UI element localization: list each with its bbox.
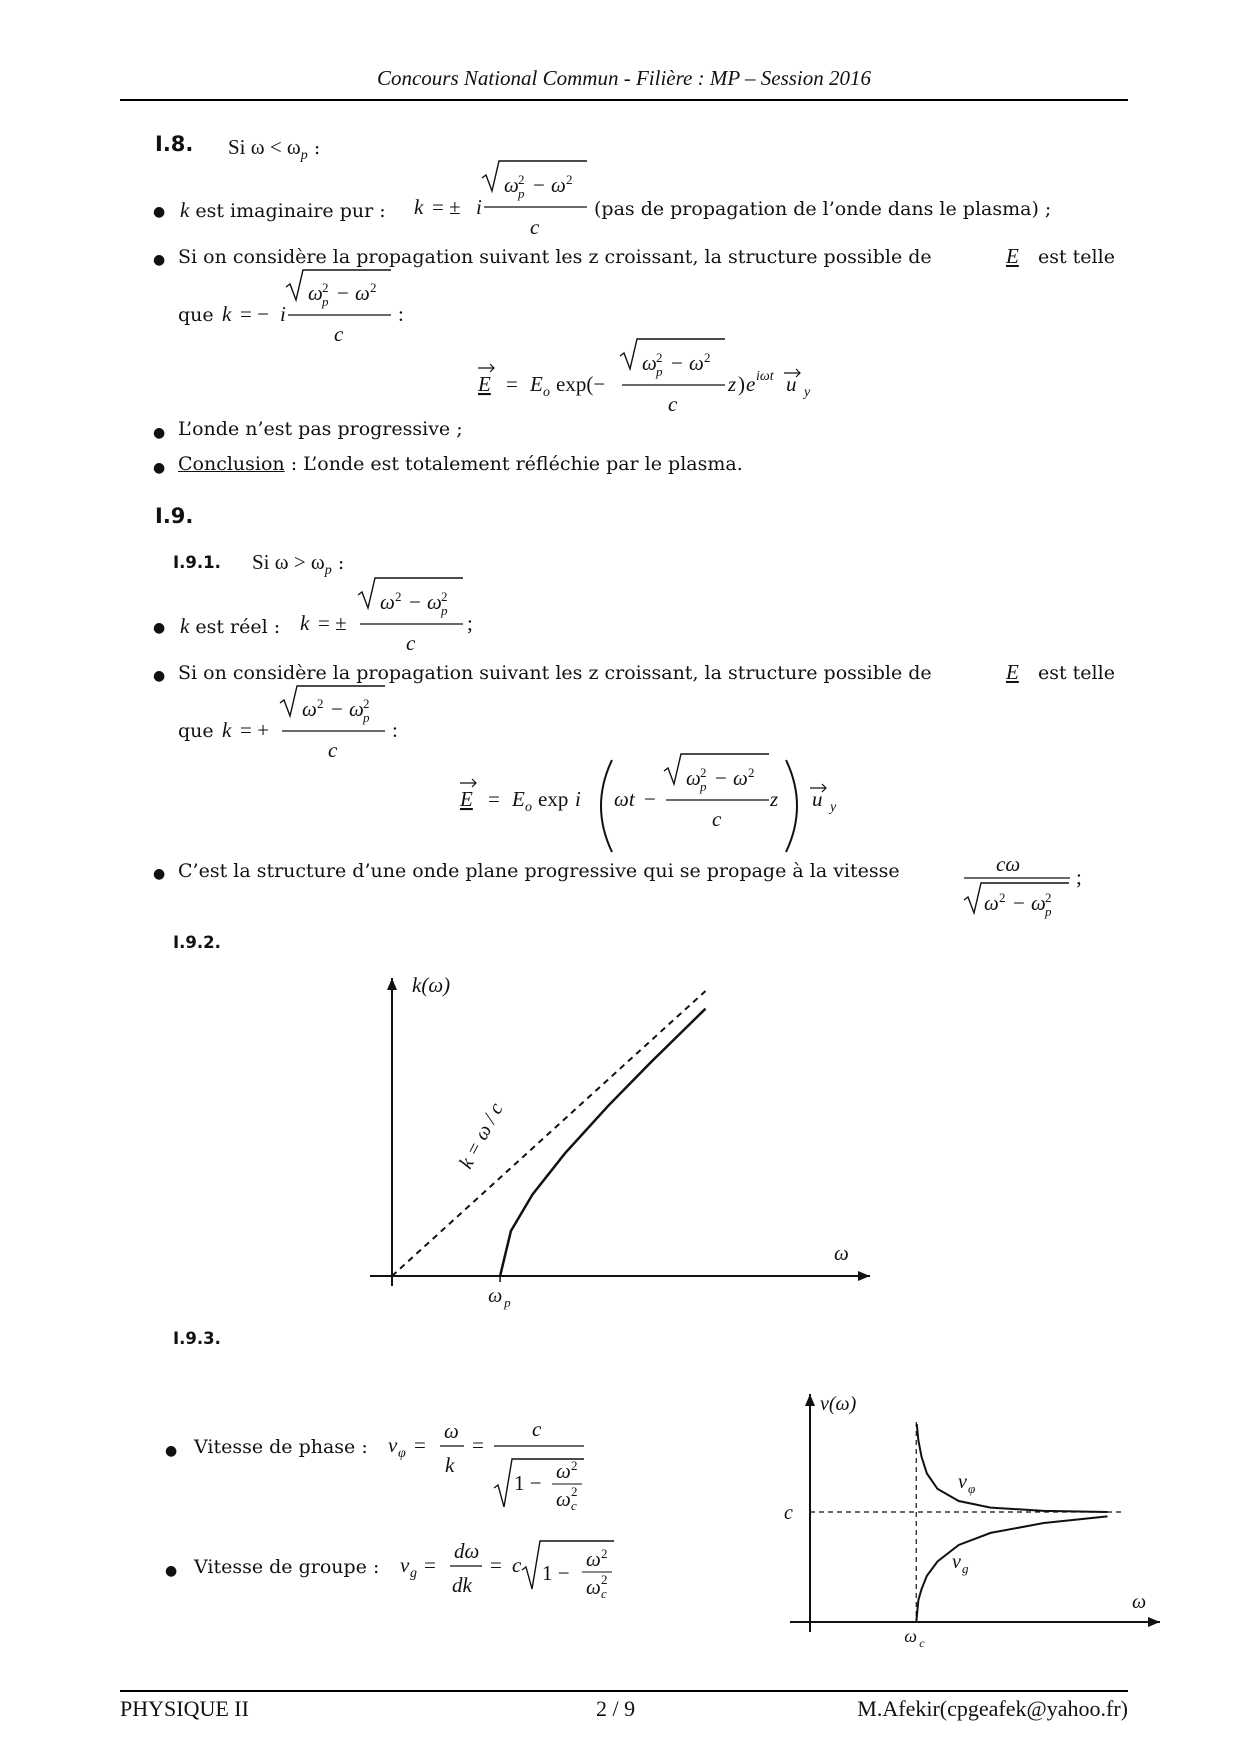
i91-bullet1: k est réel : <box>180 614 281 638</box>
svg-text:2: 2 <box>601 1572 608 1587</box>
i8-bullet2-line1: Si on considère la propagation suivant les z croissant, la structure possible de <box>178 246 932 268</box>
series-group-velocity <box>916 1516 1107 1622</box>
i8-bullet2-end: est telle <box>1038 246 1115 268</box>
svg-text:p: p <box>441 603 448 618</box>
bullet: ● <box>165 1563 178 1579</box>
svg-text:v: v <box>388 1433 398 1457</box>
svg-text:ω: ω <box>380 590 395 614</box>
svg-text:k: k <box>222 302 232 326</box>
svg-text:2: 2 <box>317 696 324 711</box>
i8-bullet3: L’onde n’est pas progressive ; <box>178 418 463 440</box>
label-v-phi: v <box>958 1471 967 1493</box>
svg-text:y: y <box>830 800 837 815</box>
svg-text:o: o <box>543 385 550 400</box>
svg-text:ω: ω <box>686 766 701 790</box>
svg-text:c: c <box>571 1498 577 1513</box>
svg-text:ω: ω <box>427 590 442 614</box>
svg-text:ω: ω <box>308 281 323 305</box>
svg-text:−: − <box>337 281 349 305</box>
group-velocity-label: Vitesse de groupe : <box>194 1556 380 1578</box>
svg-text:1 −: 1 − <box>542 1561 570 1585</box>
formula-k-real <box>300 578 473 655</box>
svg-text:ω: ω <box>349 697 364 721</box>
bullet: ● <box>153 866 166 882</box>
svg-text:u: u <box>786 372 797 396</box>
footer-page-number: 2 / 9 <box>596 1696 636 1721</box>
svg-text:k: k <box>300 611 310 635</box>
svg-text:ω: ω <box>689 351 704 375</box>
subsection-i93: I.9.3. <box>173 1329 221 1348</box>
svg-text:cω: cω <box>996 852 1021 876</box>
i8-bullet4: Conclusion : L’onde est totalement réfléchie par le plasma. <box>178 453 743 475</box>
y-axis-label: k(ω) <box>412 973 451 997</box>
label-v-phi-sub: φ <box>968 1481 976 1496</box>
svg-text:c: c <box>668 392 678 416</box>
svg-text:i: i <box>280 302 286 326</box>
svg-text:ω: ω <box>586 1575 601 1599</box>
annotation-k-equals-omega-over-c: k = ω / c <box>454 1099 508 1173</box>
svg-text:c: c <box>532 1417 542 1441</box>
svg-text:2: 2 <box>656 350 663 365</box>
svg-text:−: − <box>671 351 683 375</box>
velocity-chart <box>780 1380 1180 1650</box>
i8-bullet1-after: (pas de propagation de l’onde dans le plasma) ; <box>594 198 1052 220</box>
formula-E-evanescent <box>477 339 811 416</box>
svg-text:2: 2 <box>571 1484 578 1499</box>
svg-text:2: 2 <box>571 1458 578 1473</box>
label-v-g-sub: g <box>962 1561 969 1576</box>
svg-text:c: c <box>512 1553 522 1577</box>
y-axis-head <box>805 1394 815 1406</box>
svg-text:2: 2 <box>395 589 402 604</box>
bullet: ● <box>153 668 166 684</box>
svg-text:2: 2 <box>601 1546 608 1561</box>
formula-group-velocity <box>400 1539 614 1601</box>
svg-text:iωt: iωt <box>756 369 774 384</box>
svg-text:;: ; <box>467 611 473 635</box>
formula-velocity <box>964 852 1082 919</box>
svg-text:z: z <box>770 787 779 811</box>
svg-text:y: y <box>804 385 811 400</box>
svg-text:E: E <box>478 372 491 396</box>
bullet: ● <box>153 620 166 636</box>
label-v-g: v <box>952 1551 961 1573</box>
i91-bullet2-end: est telle <box>1038 662 1115 684</box>
series-light-line <box>392 991 706 1276</box>
bullet: ● <box>153 204 166 220</box>
i91-bullet3: C’est la structure d’une onde plane progressive qui se propage à la vitesse <box>178 860 900 882</box>
formula-phase-velocity <box>388 1417 584 1513</box>
i8-bullet2-line2: que <box>178 304 214 326</box>
x-axis-label: ω <box>1132 1591 1147 1613</box>
svg-text:c: c <box>334 322 344 346</box>
svg-text:exp: exp <box>538 787 569 811</box>
svg-text:= −: = − <box>240 302 269 326</box>
svg-text:= +: = + <box>240 718 269 742</box>
svg-text:v: v <box>400 1553 410 1577</box>
svg-text:2: 2 <box>700 765 707 780</box>
section-number-i9: I.9. <box>155 504 194 528</box>
bullet: ● <box>153 460 166 476</box>
svg-text:z: z <box>728 372 737 396</box>
svg-text:=: = <box>424 1553 436 1577</box>
svg-text:−: − <box>644 787 656 811</box>
svg-text::: : <box>392 718 398 742</box>
svg-text:c: c <box>530 215 540 239</box>
svg-text:φ: φ <box>398 1446 406 1461</box>
i91-condition: Si $\omega > \omega_p$ : <box>252 550 345 578</box>
svg-text:ω: ω <box>504 173 519 197</box>
bullet: ● <box>153 425 166 441</box>
svg-text:k: k <box>222 718 232 742</box>
svg-text:p: p <box>1045 904 1052 919</box>
svg-text:E: E <box>530 372 543 396</box>
svg-text:−: − <box>331 697 343 721</box>
phase-velocity-label: Vitesse de phase : <box>194 1436 368 1458</box>
x-axis-label: ω <box>834 1241 849 1265</box>
svg-text:ω: ω <box>586 1547 601 1571</box>
svg-text:;: ; <box>1076 865 1082 889</box>
tick-label-omega-c: ω <box>904 1626 917 1646</box>
svg-text:ω: ω <box>556 1459 571 1483</box>
series-dispersion-curve <box>500 1009 705 1276</box>
svg-text:k: k <box>445 1453 455 1477</box>
page-header: Concours National Commun - Filière : MP – Session 2016 <box>376 66 872 90</box>
tick-label-omega-p: ω <box>488 1285 503 1307</box>
svg-text:c: c <box>601 1586 607 1601</box>
svg-text:ω: ω <box>733 766 748 790</box>
svg-text:2: 2 <box>370 280 377 295</box>
tick-label-c: c <box>784 1502 793 1524</box>
svg-text:k: k <box>414 195 424 219</box>
svg-text:=: = <box>490 1553 502 1577</box>
i91-bullet2-line2: que <box>178 720 214 742</box>
bullet: ● <box>153 252 166 268</box>
svg-text:=: = <box>414 1433 426 1457</box>
svg-text:o: o <box>525 800 532 815</box>
svg-text:ω: ω <box>556 1487 571 1511</box>
svg-text:2: 2 <box>363 696 370 711</box>
tick-label-omega-p-sub: p <box>504 1295 511 1310</box>
subsection-i92: I.9.2. <box>173 933 221 952</box>
svg-text:=: = <box>506 372 518 396</box>
svg-text:ω: ω <box>1031 891 1046 915</box>
tick-label-omega-c-sub: c <box>919 1636 925 1650</box>
svg-text:u: u <box>812 787 823 811</box>
svg-text:p: p <box>700 779 707 794</box>
svg-text:=: = <box>472 1433 484 1457</box>
svg-text:2: 2 <box>441 589 448 604</box>
svg-text:dk: dk <box>452 1573 472 1597</box>
svg-text:ω: ω <box>302 697 317 721</box>
formula-E-progressive <box>459 754 837 852</box>
svg-text:= ±: = ± <box>318 611 347 635</box>
svg-text:E: E <box>460 787 473 811</box>
svg-text:c: c <box>406 631 416 655</box>
svg-text:p: p <box>656 364 663 379</box>
formula-k-minus-i <box>222 270 404 346</box>
svg-text:g: g <box>410 1566 417 1581</box>
svg-text:2: 2 <box>748 765 755 780</box>
x-axis-head <box>1148 1617 1160 1627</box>
svg-text:−: − <box>715 766 727 790</box>
svg-text:2: 2 <box>566 172 573 187</box>
svg-text:dω: dω <box>454 1539 480 1563</box>
svg-text:2: 2 <box>322 280 329 295</box>
formula-k-plus <box>222 686 398 762</box>
svg-text:−: − <box>409 590 421 614</box>
svg-text:2: 2 <box>704 350 711 365</box>
svg-text:c: c <box>712 807 722 831</box>
svg-text:e: e <box>746 372 756 396</box>
x-axis-head <box>858 1271 870 1281</box>
vector-E: E <box>1006 660 1019 684</box>
svg-text:−: − <box>1013 891 1025 915</box>
svg-text:E: E <box>512 787 525 811</box>
svg-text:−: − <box>533 173 545 197</box>
i8-bullet1: k est imaginaire pur : <box>180 198 386 222</box>
subsection-i91: I.9.1. <box>173 553 221 572</box>
svg-text:c: c <box>328 738 338 762</box>
dispersion-chart <box>360 960 880 1310</box>
svg-text:ω: ω <box>551 173 566 197</box>
i91-bullet2-line1: Si on considère la propagation suivant les z croissant, la structure possible de <box>178 662 932 684</box>
svg-text:p: p <box>518 186 525 201</box>
svg-text:p: p <box>363 710 370 725</box>
svg-text:ω: ω <box>984 891 999 915</box>
section-number-i8: I.8. <box>155 132 194 156</box>
svg-text:1 −: 1 − <box>514 1471 542 1495</box>
svg-text:2: 2 <box>1045 890 1052 905</box>
svg-text:2: 2 <box>518 172 525 187</box>
y-axis-head <box>387 978 397 990</box>
formula-k-imaginary <box>414 161 587 239</box>
svg-text:ω: ω <box>642 351 657 375</box>
y-axis-label: v(ω) <box>820 1393 857 1415</box>
vector-E: E <box>1006 244 1019 268</box>
svg-text:p: p <box>322 294 329 309</box>
svg-text:2: 2 <box>999 890 1006 905</box>
svg-text:): ) <box>738 372 745 396</box>
svg-text:=: = <box>488 787 500 811</box>
svg-text:i: i <box>575 787 581 811</box>
svg-text::: : <box>398 302 404 326</box>
svg-text:exp(−: exp(− <box>556 372 606 396</box>
svg-text:= ±: = ± <box>432 195 461 219</box>
svg-text:ω: ω <box>355 281 370 305</box>
i8-condition: Si $\omega < \omega_p$ : <box>228 135 321 163</box>
svg-text:i: i <box>476 195 482 219</box>
svg-text:ωt: ωt <box>614 787 635 811</box>
footer-left: PHYSIQUE II <box>120 1696 249 1721</box>
footer-right: M.Afekir(cpgeafek@yahoo.fr) <box>857 1696 1128 1721</box>
series-phase-velocity <box>917 1424 1108 1512</box>
bullet: ● <box>165 1443 178 1459</box>
svg-text:ω: ω <box>444 1419 459 1443</box>
